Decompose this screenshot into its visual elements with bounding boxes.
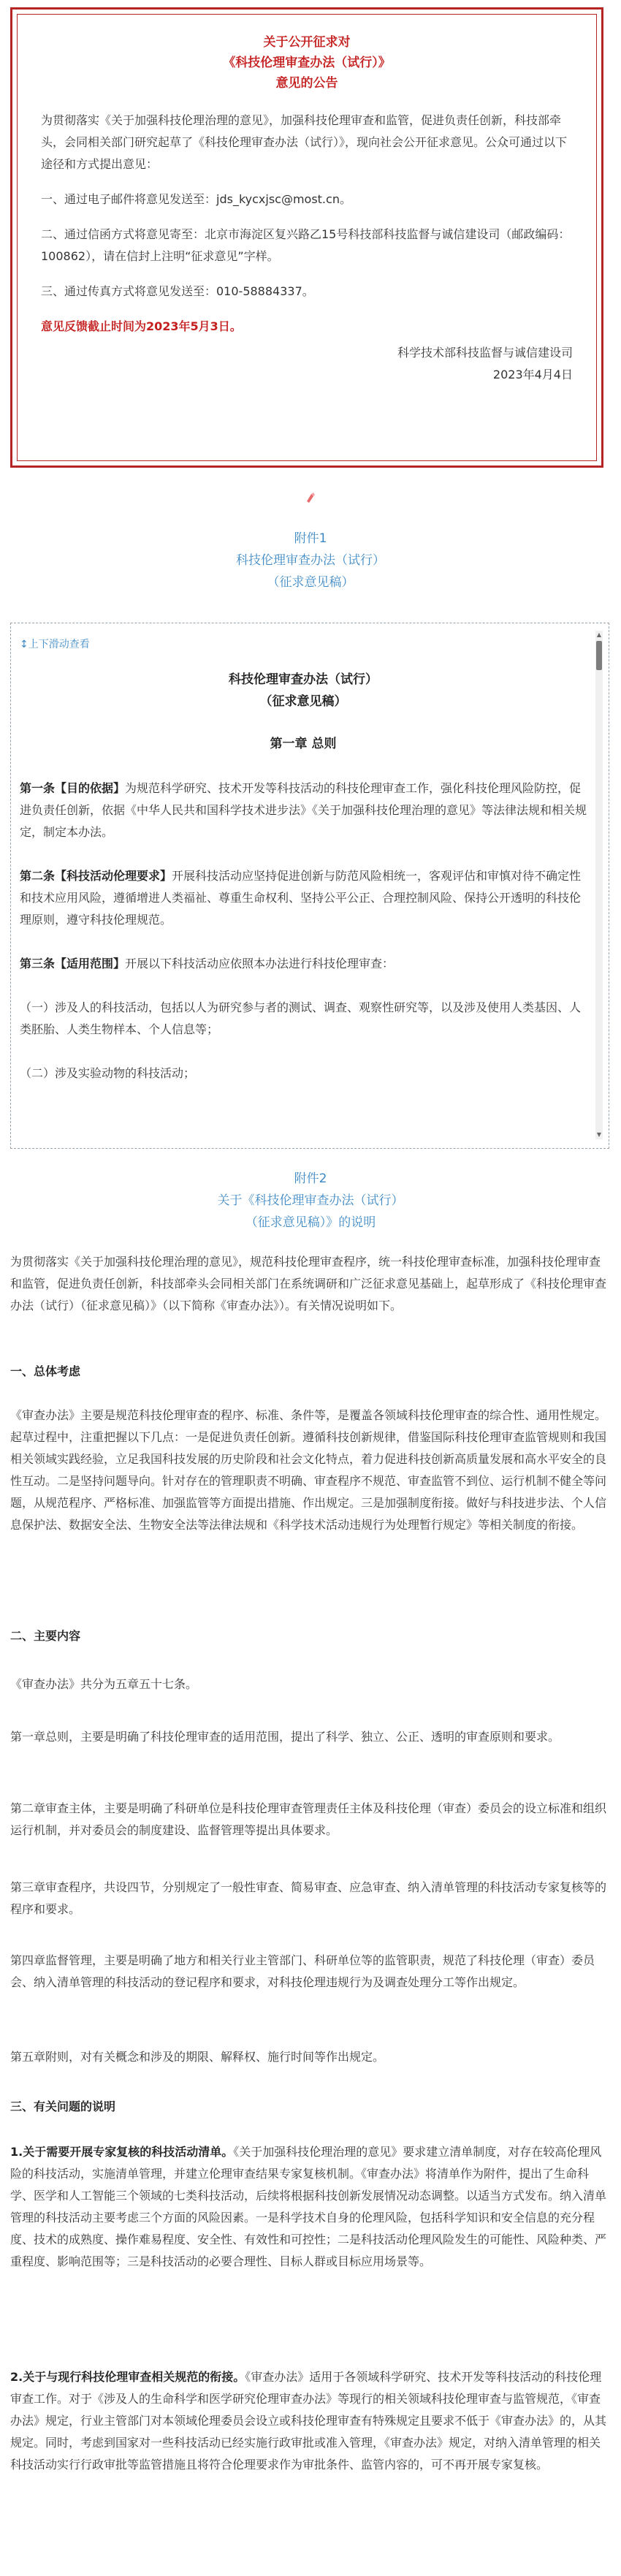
- article-2-text: 开展科技活动应坚持促进创新与防范风险相统一，客观评估和审慎对待不确定性和技术应用风险，遵循增进人类福祉、尊重生命权利、坚持公平公正、合理控制风险、保持公开透明的科技伦理原则，遵守科技伦理规范。: [20, 869, 582, 927]
- section-2-para-6: [10, 2046, 609, 2068]
- section-3-item-2-text: 《审查办法》适用于各领域科学研究、技术开发等科技活动的科技伦理审查工作。对于《涉及人的生命科学和医学研究伦理审查办法》等现行的相关领域科技伦理审查与监管规范，《审查办法》规定，行业主管部门对本领域伦理委员会设立或科技伦理审查有特殊规定且要求不低于《审查办法》的，从其规定。同时，考虑到国家对一些科技活动已经实施行政审批或准入管理，《审查办法》规定，对纳入清单管理的相关科技活动实行行政审批等监管措施且将符合伦理要求作为审批条件、监管内容的，可不再开展专家复核。: [10, 2370, 607, 2471]
- article-2-head: 第二条【科技活动伦理要求】: [20, 869, 172, 883]
- attachment2-subtitle: （征求意见稿）》的说明: [245, 1215, 376, 1230]
- section-3-item-1: [10, 2141, 609, 2273]
- section-2-para-1: [10, 1673, 609, 1695]
- section-2-para-5-text: 第四章监督管理，主要是明确了地方和相关行业主管部门、科研单位等的监管职责，规范了科技伦理（审查）委员会、纳入清单管理的科技活动的登记程序和要求，对科技伦理违规行为及调查处理分工等作出规定。: [10, 1953, 595, 1989]
- section-1-body-text: 《审查办法》主要是规范科技伦理审查的程序、标准、条件等，是覆盖各领域科技伦理审查的综合性、通用性规定。起草过程中，注重把握以下几点：一是促进负责任创新。遵循科技创新规律，借鉴国际科技伦理审查监管规则和我国相关领域实践经验，立足我国科技发展的历史阶段和社会文化特点，着力促进科技创新高质量发展和高水平安全的良性互动。二是坚持问题导向。针对存在的管理职责不明确、审查程序不规范、审查监管不到位、运行机制不健全等问题，从规范程序、严格标准、加强监管等方面提出措施、作出规定。三是加强制度衔接。做好与科技进步法、个人信息保护法、数据安全法、生物安全法等法律法规和《科学技术活动违规行为处理暂行规定》等相关制度的衔接。: [10, 1408, 607, 1532]
- notice-title-line3: 意见的公告: [275, 76, 338, 91]
- attachment2-label: 附件2: [294, 1171, 327, 1186]
- section-2-heading-text: 二、主要内容: [10, 1629, 81, 1643]
- flower-divider-icon: [0, 491, 621, 508]
- attachment1-subtitle: （征求意见稿）: [267, 575, 354, 590]
- section-2-para-4-text: 第三章审查程序，共设四节，分别规定了一般性审查、简易审查、应急审查、纳入清单管理的科技活动专家复核等的程序和要求。: [10, 1880, 607, 1916]
- scroll-hint: [20, 637, 90, 651]
- notice-title-line2: 《科技伦理审查办法（试行）》: [223, 56, 391, 70]
- section-3-item-2: [10, 2366, 609, 2476]
- attachment1-name: 科技伦理审查办法（试行）: [236, 553, 385, 568]
- section-3-heading-text: 三、有关问题的说明: [10, 2100, 116, 2113]
- article-3-text: 开展以下科技活动应依照本办法进行科技伦理审查：: [125, 957, 395, 970]
- section-1-heading: [10, 1361, 609, 1383]
- notice-org: 科学技术部科技监督与诚信建设司: [397, 346, 573, 360]
- section-2-para-1-text: 《审查办法》共分为五章五十七条。: [10, 1677, 198, 1691]
- article-2: [20, 865, 587, 931]
- section-2-para-5: [10, 1950, 609, 1994]
- notice-deadline: 意见反馈截止时间为2023年5月3日。: [41, 319, 242, 333]
- section-2-para-4: [10, 1877, 609, 1920]
- section-2-para-3-text: 第二章审查主体，主要是明确了科研单位是科技伦理审查管理责任主体及科技伦理（审查）委员会的设立标准和组织运行机制，并对委员会的制度建设、监督管理等提出具体要求。: [10, 1801, 607, 1837]
- scrollbar-thumb[interactable]: [596, 641, 602, 670]
- section-2-heading: [10, 1625, 609, 1647]
- explanation-intro-text: 为贯彻落实《关于加强科技伦理治理的意见》，规范科技伦理审查程序，统一科技伦理审查标准，加强科技伦理审查和监管，促进负责任创新，科技部牵头会同相关部门在系统调研和广泛征求意见基础上，起草形成了《科技伦理审查办法（试行）（征求意见稿）》（以下简称《审查办法》）。有关情况说明如下。: [10, 1255, 607, 1312]
- article-1-head: 第一条【目的依据】: [20, 781, 126, 795]
- scroll-down-arrow-icon[interactable]: ▼: [596, 1131, 602, 1138]
- section-1-body: [10, 1405, 609, 1536]
- scroll-hint-text: 上下滑动查看: [28, 639, 90, 650]
- doc-title: 科技伦理审查办法（试行）: [229, 672, 378, 687]
- notice-title-line1: 关于公开征求对: [263, 35, 351, 50]
- attachment1-label: 附件1: [294, 531, 327, 546]
- section-2-para-2: [10, 1726, 609, 1748]
- notice-item-fax: 三、通过传真方式将意见发送至：010-58884337。: [41, 284, 314, 298]
- notice-date: 2023年4月4日: [492, 368, 573, 381]
- article-3-item-2: （二）涉及实验动物的科技活动；: [20, 1066, 196, 1080]
- section-3-item-1-text: 《关于加强科技伦理治理的意见》要求建立清单制度，对存在较高伦理风险的科技活动，实施清单管理，并建立伦理审查结果专家复核机制。《审查办法》将清单作为附件，提出了生命科学、医学和人工智能三个领域的七类科技活动，后续将根据科技创新发展情况动态调整。以适当方式发布。纳入清单管理的科技活动主要考虑三个方面的风险因素。一是科学技术自身的伦理风险，包括科学知识和安全信息的充分程度、技术的成熟度、操作难易程度、安全性、有效性和可控性；二是科技活动伦理风险发生的可能性、风险种类、严重程度、影响范围等；三是科技活动的必要合理性、目标人群或目标应用场景等。: [10, 2145, 607, 2268]
- notice-intro: 为贯彻落实《关于加强科技伦理治理的意见》，加强科技伦理审查和监管，促进负责任创新，科技部牵头，会同相关部门研究起草了《科技伦理审查办法（试行）》，现向社会公开征求意见。公众可通过以下途径和方式提出意见：: [41, 113, 568, 171]
- section-3-item-1-head: 1.关于需要开展专家复核的科技活动清单。: [10, 2145, 234, 2159]
- attachment2-name: 关于《科技伦理审查办法（试行）: [217, 1193, 404, 1208]
- article-3-head: 第三条【适用范围】: [20, 957, 126, 970]
- notice-title: [41, 32, 573, 94]
- section-3-heading: [10, 2096, 609, 2118]
- scroll-content: [20, 669, 587, 1106]
- notice-inner-border: [17, 14, 597, 461]
- article-1-text: 为规范科学研究、技术开发等科技活动的科技伦理审查工作，强化科技伦理风险防控，促进负责任创新，依据《中华人民共和国科学技术进步法》《关于加强科技伦理治理的意见》等法律法规和相关规定，制定本办法。: [20, 781, 587, 839]
- article-3-item-1: （一）涉及人的科技活动，包括以人为研究参与者的测试、调查、观察性研究等，以及涉及使用人类基因、人类胚胎、人类生物样本、个人信息等；: [20, 1000, 582, 1036]
- section-2-para-2-text: 第一章总则，主要是明确了科技伦理审查的适用范围，提出了科学、独立、公正、透明的审查原则和要求。: [10, 1730, 560, 1744]
- section-2-para-6-text: 第五章附则，对有关概念和涉及的期限、解释权、施行时间等作出规定。: [10, 2050, 385, 2064]
- article-1: [20, 778, 587, 843]
- scroll-updown-icon: ↕: [20, 639, 28, 650]
- explanation-intro: [10, 1251, 609, 1317]
- chapter-heading: 第一章 总则: [270, 737, 337, 751]
- section-1-heading-text: 一、总体考虑: [10, 1364, 81, 1378]
- notice-item-mail: 二、通过信函方式将意见寄至：北京市海淀区复兴路乙15号科技部科技监督与诚信建设司（邮政编码：100862），请在信封上注明“征求意见”字样。: [41, 227, 571, 263]
- doc-subtitle: （征求意见稿）: [259, 694, 347, 709]
- section-3-item-2-head: 2.关于与现行科技伦理审查相关规范的衔接。: [10, 2370, 245, 2384]
- section-2-para-3: [10, 1798, 609, 1842]
- notice-item-email[interactable]: 一、通过电子邮件将意见发送至：jds_kycxjsc@most.cn。: [41, 192, 351, 206]
- notice-box: [10, 7, 603, 468]
- scrollbar[interactable]: [595, 631, 603, 1139]
- article-3: [20, 953, 587, 975]
- scroll-box[interactable]: [10, 623, 609, 1149]
- scroll-up-arrow-icon[interactable]: ▲: [596, 631, 602, 638]
